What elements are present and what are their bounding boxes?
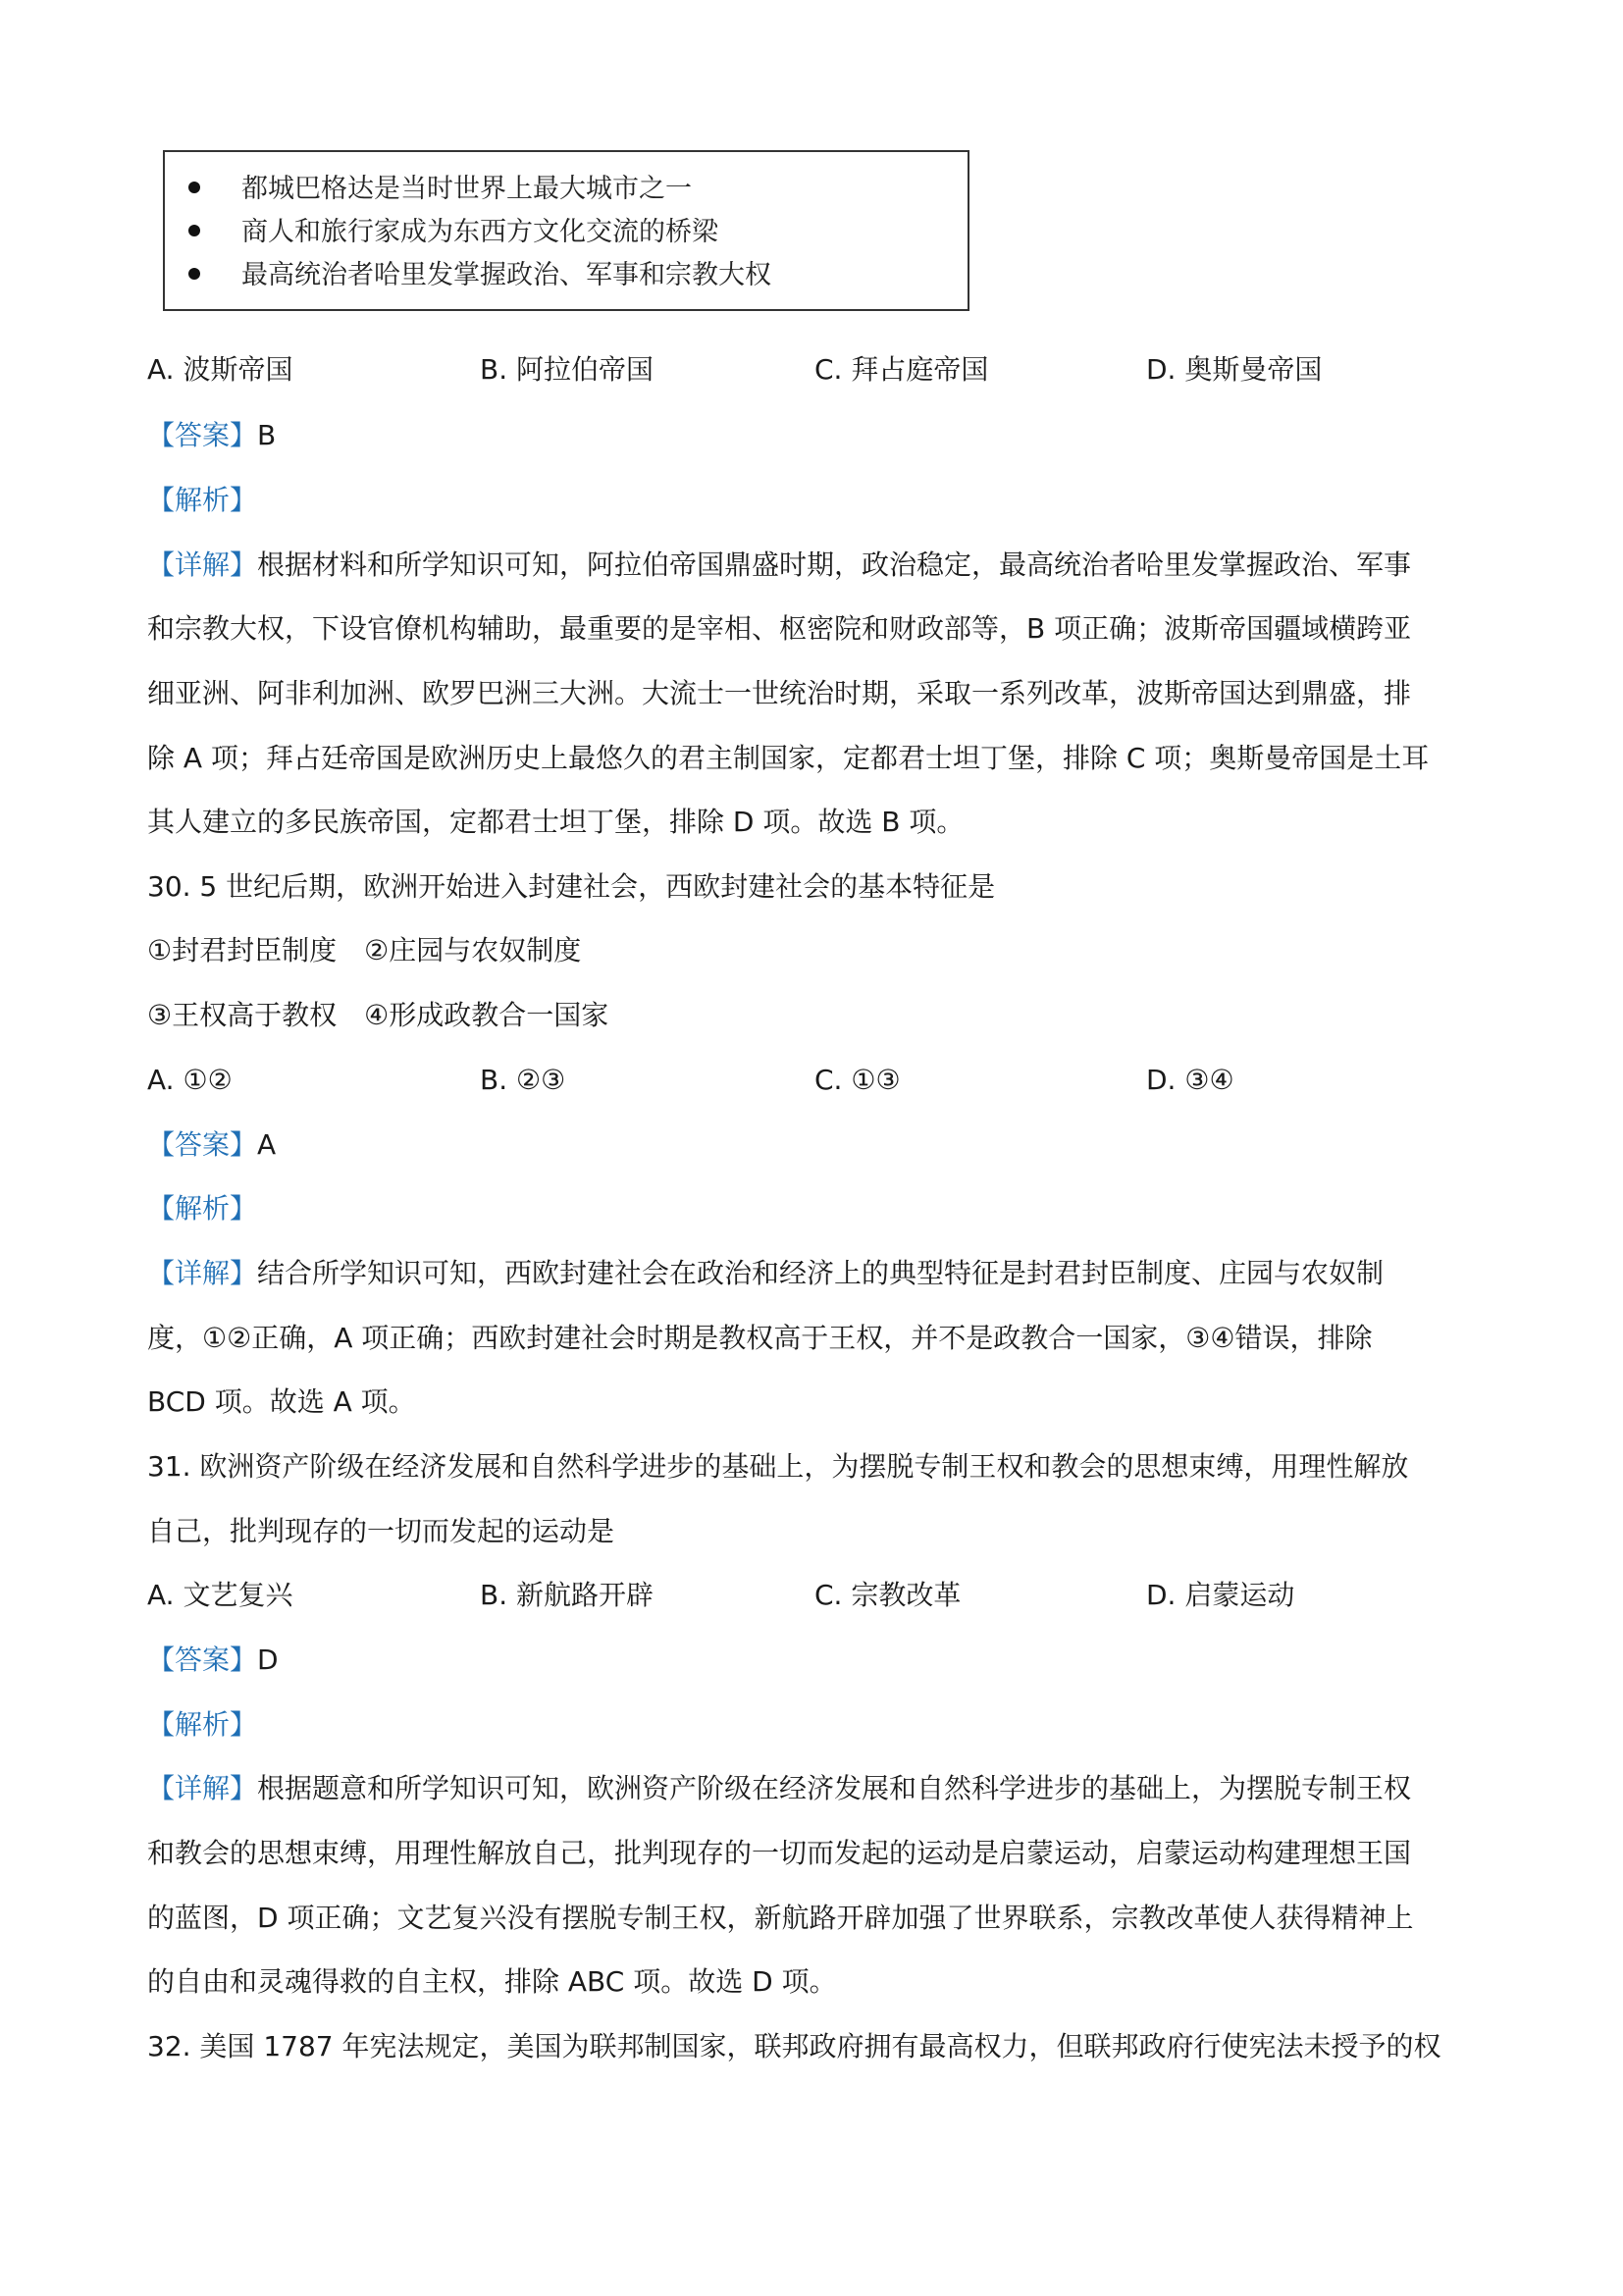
- option-a: A. 波斯帝国: [147, 353, 293, 386]
- answer-value: B: [257, 419, 277, 451]
- option-b: B. 新航路开辟: [480, 1579, 654, 1611]
- question-stem: 30. 5 世纪后期，欧洲开始进入封建社会，西欧封建社会的基本特征是: [147, 870, 996, 903]
- answer-tag: 【答案】: [147, 1128, 258, 1161]
- option-d: D. 奥斯曼帝国: [1146, 353, 1323, 386]
- question-stem: 自己，批判现存的一切而发起的运动是: [147, 1515, 615, 1547]
- detail-tag: 【详解】: [147, 1257, 258, 1289]
- material-box: [163, 150, 969, 311]
- answer-tag: 【答案】: [147, 1644, 258, 1676]
- analysis-tag: 【解析】: [147, 484, 258, 516]
- statement-line: ③王权高于教权 ④形成政教合一国家: [147, 999, 609, 1031]
- answer-tag: 【答案】: [147, 419, 258, 451]
- question-stem: 32. 美国 1787 年宪法规定，美国为联邦制国家，联邦政府拥有最高权力，但联邦政府行使宪法未授予的权: [147, 2030, 1441, 2062]
- material-item: 都城巴格达是当时世界上最大城市之一: [188, 170, 692, 209]
- material-item: 商人和旅行家成为东西方文化交流的桥梁: [188, 213, 718, 252]
- detail-line: 的蓝图，D 项正确；文艺复兴没有摆脱专制王权，新航路开辟加强了世界联系，宗教改革使人获得精神上: [147, 1902, 1414, 1934]
- option-d: D. 启蒙运动: [1146, 1579, 1295, 1611]
- detail-line: 【详解】根据材料和所学知识可知，阿拉伯帝国鼎盛时期，政治稳定，最高统治者哈里发掌握政治、军事: [147, 548, 1412, 581]
- detail-line: 其人建立的多民族帝国，定都君士坦丁堡，排除 D 项。故选 B 项。: [147, 806, 965, 838]
- option-d: D. ③④: [1146, 1064, 1234, 1096]
- answer-value: D: [257, 1644, 279, 1676]
- analysis-tag: 【解析】: [147, 1708, 258, 1741]
- detail-line: 【详解】根据题意和所学知识可知，欧洲资产阶级在经济发展和自然科学进步的基础上，为摆脱专制王权: [147, 1772, 1412, 1804]
- detail-line: BCD 项。故选 A 项。: [147, 1385, 416, 1418]
- detail-tag: 【详解】: [147, 1772, 258, 1804]
- detail-line: 度，①②正确，A 项正确；西欧封建社会时期是教权高于王权，并不是政教合一国家，③④错误，排除: [147, 1322, 1373, 1354]
- detail-line: 和宗教大权，下设官僚机构辅助，最重要的是宰相、枢密院和财政部等，B 项正确；波斯帝国疆域横跨亚: [147, 612, 1412, 645]
- option-c: C. 宗教改革: [814, 1579, 962, 1611]
- detail-tag: 【详解】: [147, 548, 258, 581]
- bullet-icon: [188, 268, 200, 280]
- detail-line: 细亚洲、阿非利加洲、欧罗巴洲三大洲。大流士一世统治时期，采取一系列改革，波斯帝国达到鼎盛，排: [147, 677, 1412, 709]
- option-c: C. 拜占庭帝国: [814, 353, 989, 386]
- option-b: B. 阿拉伯帝国: [480, 353, 654, 386]
- analysis-line: [147, 1701, 257, 1748]
- option-a: A. 文艺复兴: [147, 1579, 293, 1611]
- answer-line: [147, 1122, 276, 1169]
- answer-line: [147, 412, 276, 459]
- option-a: A. ①②: [147, 1064, 233, 1096]
- statement-line: ①封君封臣制度 ②庄园与农奴制度: [147, 934, 582, 966]
- analysis-line: [147, 477, 257, 524]
- answer-line: [147, 1637, 279, 1684]
- option-c: C. ①③: [814, 1064, 901, 1096]
- question-stem: 31. 欧洲资产阶级在经济发展和自然科学进步的基础上，为摆脱专制王权和教会的思想束缚，用理性解放: [147, 1450, 1409, 1483]
- option-b: B. ②③: [480, 1064, 566, 1096]
- detail-line: 的自由和灵魂得救的自主权，排除 ABC 项。故选 D 项。: [147, 1965, 837, 1998]
- analysis-line: [147, 1185, 257, 1232]
- analysis-tag: 【解析】: [147, 1192, 258, 1225]
- answer-value: A: [257, 1128, 277, 1161]
- material-item: 最高统治者哈里发掌握政治、军事和宗教大权: [188, 256, 771, 295]
- detail-line: 除 A 项；拜占廷帝国是欧洲历史上最悠久的君主制国家，定都君士坦丁堡，排除 C 项；奥斯曼帝国是土耳: [147, 742, 1430, 774]
- detail-line: 和教会的思想束缚，用理性解放自己，批判现存的一切而发起的运动是启蒙运动，启蒙运动构建理想王国: [147, 1837, 1412, 1869]
- detail-line: 【详解】结合所学知识可知，西欧封建社会在政治和经济上的典型特征是封君封臣制度、庄园与农奴制: [147, 1257, 1385, 1289]
- bullet-icon: [188, 182, 200, 193]
- bullet-icon: [188, 225, 200, 236]
